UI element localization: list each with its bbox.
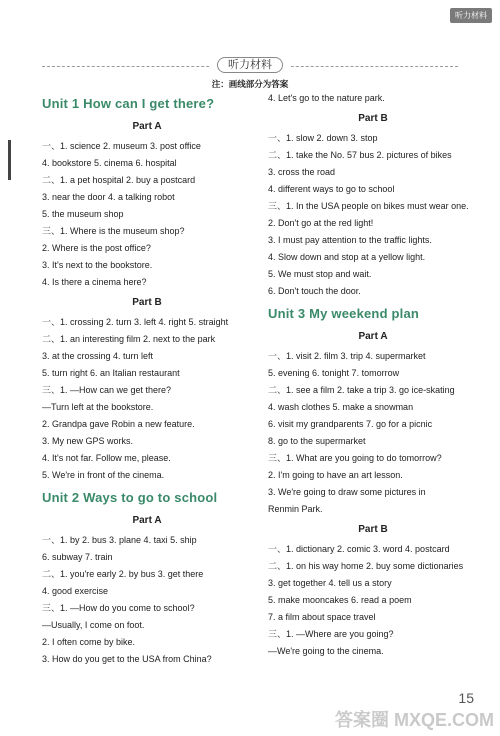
answer-line: 6. Don't touch the door. — [268, 286, 361, 296]
answer-line: 6. subway 7. train — [42, 552, 113, 562]
answer-line: 一、1. visit 2. film 3. trip 4. supermarket — [268, 351, 426, 361]
answer-line: 3. We're going to draw some pictures in — [268, 487, 426, 497]
answer-line: —Usually, I come on foot. — [42, 620, 145, 630]
page-number: 15 — [458, 690, 474, 706]
answer-line: 2. I often come by bike. — [42, 637, 136, 647]
answer-line: Renmin Park. — [268, 504, 323, 514]
part-heading: Part B — [358, 113, 388, 124]
answer-line: 二、1. a pet hospital 2. buy a postcard — [42, 175, 196, 185]
answer-line: 5. turn right 6. an Italian restaurant — [42, 368, 180, 378]
answer-line: 2. I'm going to have an art lesson. — [268, 470, 403, 480]
answer-line: 3. get together 4. tell us a story — [268, 578, 392, 588]
answer-line: 2. Don't go at the red light! — [268, 218, 374, 228]
answer-line: 4. bookstore 5. cinema 6. hospital — [42, 158, 177, 168]
part-heading: Part A — [132, 121, 162, 132]
answer-line: 一、1. by 2. bus 3. plane 4. taxi 5. ship — [42, 535, 197, 545]
answer-line: 3. near the door 4. a talking robot — [42, 192, 175, 202]
answer-line: 5. We must stop and wait. — [268, 269, 372, 279]
answer-line: 3. My new GPS works. — [42, 436, 134, 446]
answer-line: 三、1. In the USA people on bikes must wear one. — [268, 201, 469, 211]
part-heading: Part B — [132, 297, 162, 308]
answer-line: 7. a film about space travel — [268, 612, 376, 622]
answer-line: 二、1. you're early 2. by bus 3. get there — [42, 569, 204, 579]
answer-line: 8. go to the supermarket — [268, 436, 366, 446]
left-column — [42, 90, 252, 668]
unit-heading: Unit 1 How can I get there? — [42, 96, 215, 111]
answer-line: 二、1. see a film 2. take a trip 3. go ice-skating — [268, 385, 455, 395]
answer-line: 5. evening 6. tonight 7. tomorrow — [268, 368, 400, 378]
answer-line: 三、1. —Where are you going? — [268, 629, 394, 639]
answer-line: 3. How do you get to the USA from China? — [42, 654, 212, 664]
answer-line: 三、1. —How can we get there? — [42, 385, 172, 395]
site-watermark: 答案圈 MXQE.COM — [334, 710, 494, 730]
part-heading: Part A — [358, 331, 388, 342]
answer-line: 4. different ways to go to school — [268, 184, 395, 194]
answer-line: 二、1. take the No. 57 bus 2. pictures of bikes — [268, 150, 452, 160]
answer-line: 3. cross the road — [268, 167, 336, 177]
binding-mark — [8, 140, 11, 180]
answer-line: 一、1. slow 2. down 3. stop — [268, 133, 378, 143]
answer-line: 二、1. an interesting film 2. next to the park — [42, 334, 216, 344]
unit-heading: Unit 2 Ways to go to school — [42, 490, 218, 505]
answer-line: 4. wash clothes 5. make a snowman — [268, 402, 414, 412]
answer-line: 3. at the crossing 4. turn left — [42, 351, 154, 361]
part-heading: Part A — [132, 515, 162, 526]
answer-line: 一、1. dictionary 2. comic 3. word 4. postcard — [268, 544, 450, 554]
part-heading: Part B — [358, 524, 388, 535]
answer-line: 二、1. on his way home 2. buy some dictionaries — [268, 561, 464, 571]
answer-line: 4. Let's go to the nature park. — [268, 93, 385, 103]
answer-line: 4. Slow down and stop at a yellow light. — [268, 252, 426, 262]
answer-line: 3. I must pay attention to the traffic lights. — [268, 235, 432, 245]
listening-banner: 听力材料 — [209, 56, 291, 72]
answer-line: 三、1. Where is the museum shop? — [42, 226, 185, 236]
answer-line: 4. good exercise — [42, 586, 109, 596]
answer-line: 4. It's not far. Follow me, please. — [42, 453, 171, 463]
answer-line: 2. Where is the post office? — [42, 243, 151, 253]
answer-line: 6. visit my grandparents 7. go for a picnic — [268, 419, 433, 429]
answer-line: 一、1. science 2. museum 3. post office — [42, 141, 201, 151]
right-column — [268, 90, 478, 660]
answer-line: 三、1. What are you going to do tomorrow? — [268, 453, 442, 463]
answer-line: —We're going to the cinema. — [268, 646, 384, 656]
answer-line: —Turn left at the bookstore. — [42, 402, 154, 412]
answer-line: 5. the museum shop — [42, 209, 124, 219]
answer-line: 2. Grandpa gave Robin a new feature. — [42, 419, 195, 429]
answer-line: 3. It's next to the bookstore. — [42, 260, 153, 270]
unit-heading: Unit 3 My weekend plan — [268, 306, 420, 321]
answer-line: 5. make mooncakes 6. read a poem — [268, 595, 412, 605]
answer-line: 一、1. crossing 2. turn 3. left 4. right 5. straight — [42, 317, 229, 327]
section-tab: 听力材料 — [450, 8, 492, 23]
answer-line: 三、1. —How do you come to school? — [42, 603, 195, 613]
answer-note: 注：画线部分为答案 — [211, 79, 289, 89]
answer-line: 5. We're in front of the cinema. — [42, 470, 165, 480]
answer-line: 4. Is there a cinema here? — [42, 277, 147, 287]
